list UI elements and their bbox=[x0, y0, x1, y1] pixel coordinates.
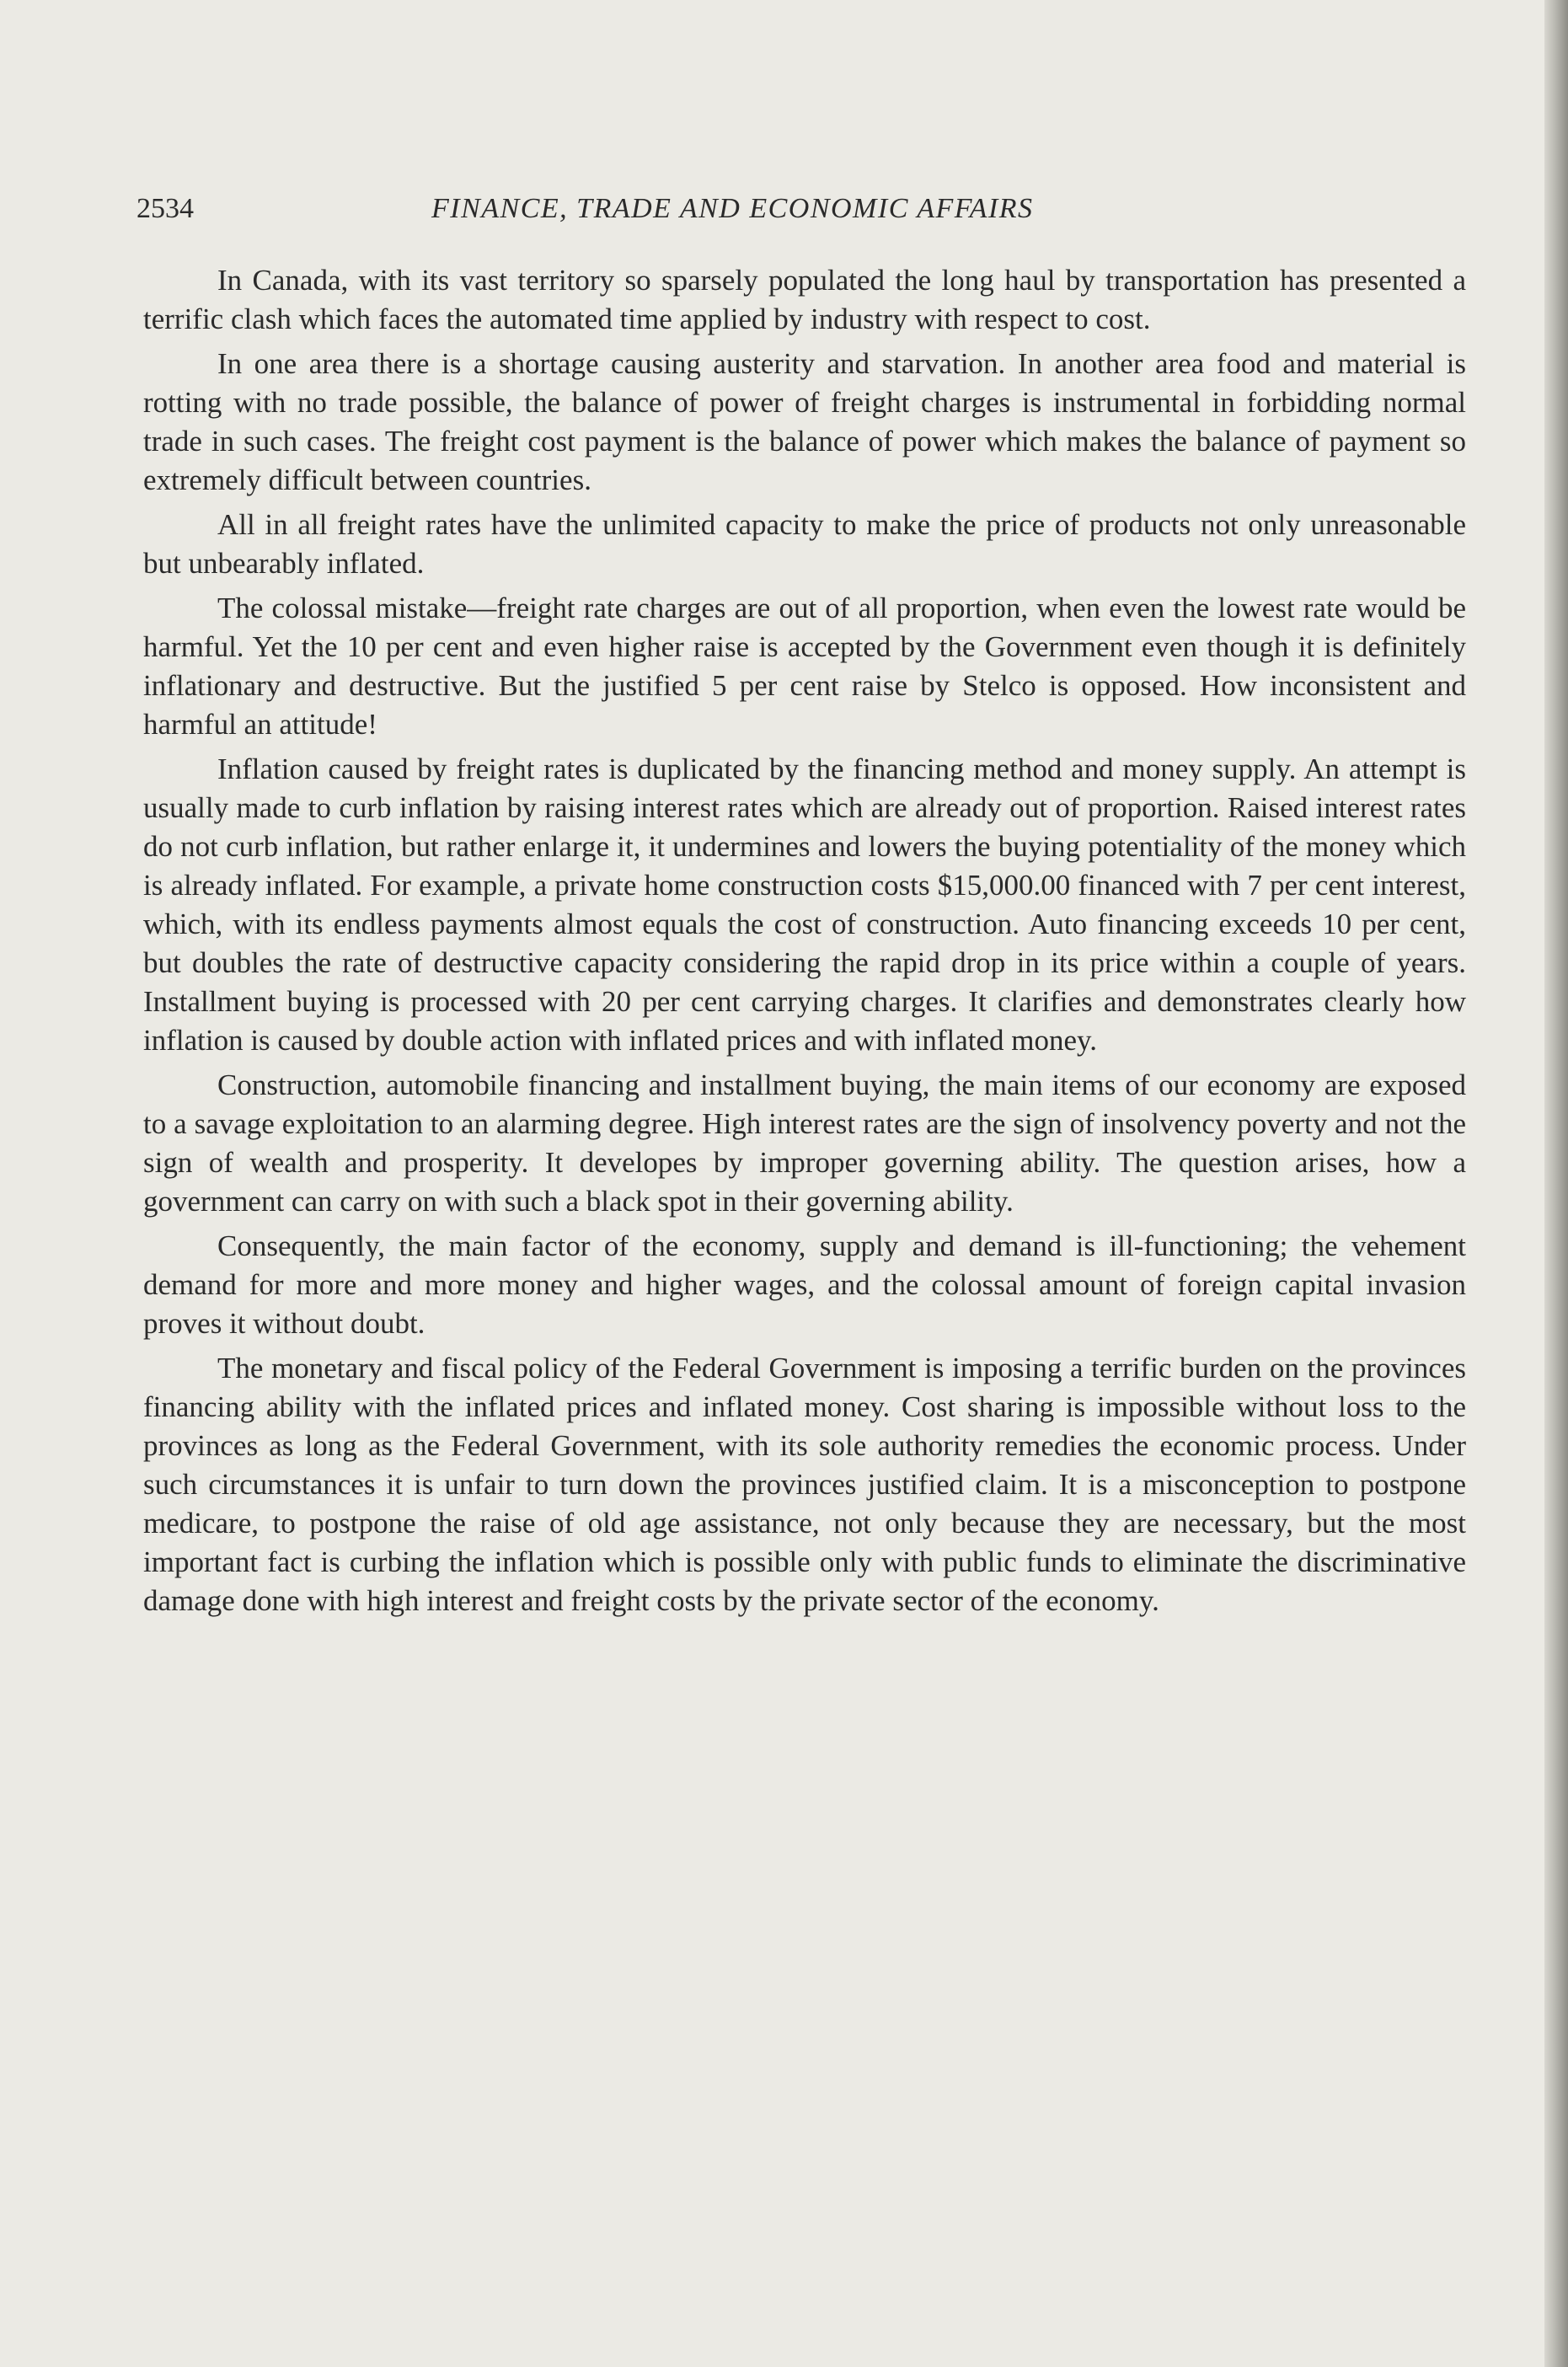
paragraph: The monetary and fiscal policy of the Federal Government is imposing a terrific burden on the provinces financing ability with the inflated prices and inflated money. Cost sharing is impossible without loss to the provinces as long as the Federal Government, with its sole authority remedies the economic process. Under such circumstances it is unfair to turn down the provinces justified claim. It is a misconception to postpone medicare, to postpone the raise of old age assistance, not only because they are necessary, but the most important fact is curbing the inflation which is possible only with public funds to eliminate the discriminative damage done with high interest and freight costs by the private sector of the economy. bbox=[143, 1352, 1466, 1617]
paragraph: Inflation caused by freight rates is duplicated by the financing method and money supply. An attempt is usually made to curb inflation by raising interest rates which are already out of proportion. Raised interest rates do not curb inflation, but rather enlarge it, it undermines and lowers the buying potentiality of the money which is already inflated. For example, a private home construction costs $15,000.00 financed with 7 per cent interest, which, with its endless payments almost equals the cost of construction. Auto financing exceeds 10 per cent, but doubles the rate of destructive capacity considering the rapid drop in its price within a couple of years. Installment buying is processed with 20 per cent carrying charges. It clarifies and demonstrates clearly how inflation is caused by double action with inflated prices and with inflated money. bbox=[143, 752, 1466, 1057]
paragraph: The colossal mistake—freight rate charges are out of all proportion, when even the lowest rate would be harmful. Yet the 10 per cent and even higher raise is accepted by the Government even though it is definitely inflationary and destructive. But the justified 5 per cent raise by Stelco is opposed. How inconsistent and harmful an attitude! bbox=[143, 592, 1466, 741]
paragraph: All in all freight rates have the unlimited capacity to make the price of products not only unreasonable but unbearably inflated. bbox=[143, 508, 1466, 580]
page-header bbox=[136, 192, 1468, 226]
paragraph: Construction, automobile financing and installment buying, the main items of our economy are exposed to a savage exploitation to an alarming degree. High interest rates are the sign of insolvency poverty and not the sign of wealth and prosperity. It developes by improper governing ability. The question arises, how a government can carry on with such a black spot in their governing ability. bbox=[143, 1068, 1466, 1218]
running-head: FINANCE, TRADE AND ECONOMIC AFFAIRS bbox=[431, 193, 1034, 224]
body-text bbox=[143, 261, 1466, 1626]
paragraph: In Canada, with its vast territory so sparsely populated the long haul by transportation has presented a terrific clash which faces the automated time applied by industry with respect to cost. bbox=[143, 264, 1466, 335]
page-number: 2534 bbox=[136, 193, 194, 224]
book-spine-edge bbox=[1544, 0, 1568, 2367]
paragraph: In one area there is a shortage causing austerity and starvation. In another area food and material is rotting with no trade possible, the balance of power of freight charges is instrumental in forbidding normal trade in such cases. The freight cost payment is the balance of power which makes the balance of payment so extremely difficult between countries. bbox=[143, 347, 1466, 496]
paragraph: Consequently, the main factor of the economy, supply and demand is ill-functioning; the vehement demand for more and more money and higher wages, and the colossal amount of foreign capital invasion proves it without doubt. bbox=[143, 1229, 1466, 1340]
